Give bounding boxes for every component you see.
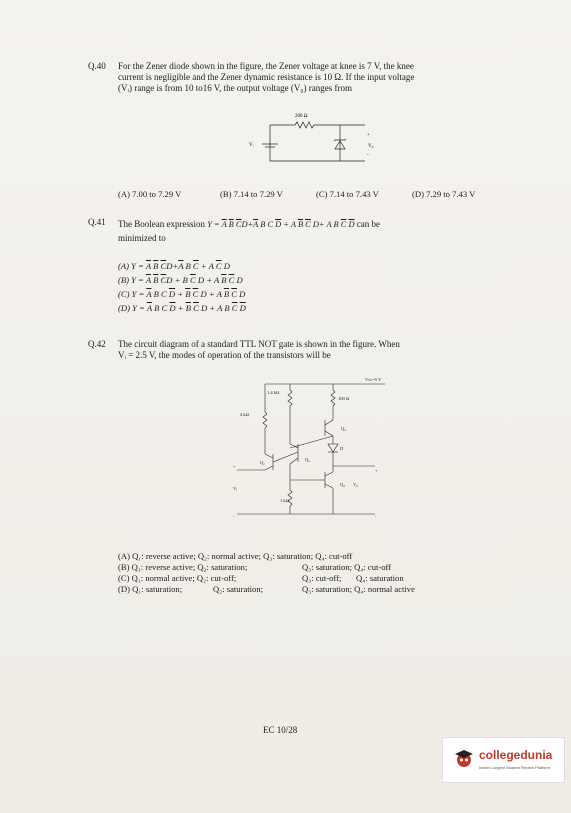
zener-circuit-diagram: [240, 108, 390, 168]
r1-label: 1.4 kΩ: [267, 390, 280, 395]
q42-line-1: The circuit diagram of a standard TTL NOT gate is shown in the figure. When: [118, 339, 400, 349]
resistor-1k4: [288, 390, 292, 406]
ttl-not-gate-diagram: [225, 372, 395, 542]
vcc-label: Vcc=5 V: [365, 377, 382, 382]
diode-d: [328, 444, 338, 452]
minus-sign: -: [367, 153, 369, 158]
option-c[interactable]: [118, 573, 404, 583]
r4-label: 1 kΩ: [280, 498, 289, 503]
option-b-part: Q₃: saturation; Q₄: cut-off: [302, 562, 392, 572]
question-number: Q.40: [88, 61, 106, 71]
vi-label: Vᵢ: [233, 486, 237, 491]
option-c[interactable]: (C) $Y = \overline{A}$ B C $\overline{D} + \overline{B}$ $\overline{C}$ D + A $\overline{B}$ $\overline{C}$ D: [118, 289, 246, 299]
q41-intro: The Boolean expression: [118, 219, 205, 229]
option-d-part: Q₂: saturation;: [213, 584, 264, 594]
question-text: [118, 61, 498, 94]
graduate-icon: [453, 747, 475, 769]
option-a[interactable]: (A) 7.00 to 7.29 V: [118, 189, 182, 199]
q41-line-2: minimized to: [118, 233, 166, 243]
resistor-4k: [263, 412, 267, 428]
question-text: [118, 339, 503, 361]
vi-label: Vᵢ: [249, 143, 254, 148]
vo-label: V₀: [353, 482, 358, 487]
option-b-part: (B) Q₁: reverse active; Q₂: saturation;: [118, 562, 248, 572]
option-c-part: Q₃: cut-off;: [302, 573, 342, 583]
option-d-part: Q₃: saturation; Q₄: normal active: [302, 584, 415, 594]
brand-tagline: India's Largest Student Review Platform: [479, 765, 551, 770]
option-b[interactable]: (B) $Y = \overline{A}$ $\overline{B}$ $\overline{C}D + B$ $\overline{C}$ D + A $\overline{B}$ $\overline{C}$ D: [118, 275, 243, 285]
option-a[interactable]: (A) $Y = \overline{A}$ $\overline{B}$ $\overline{C}D+\overline{A}$ B $\overline{C} + A$ $\overline{C}$ D: [118, 261, 230, 271]
plus-sign: +: [375, 468, 378, 473]
q1-label: Q₁: [260, 460, 265, 465]
option-b[interactable]: (B) 7.14 to 7.29 V: [220, 189, 283, 199]
q3-label: Q₃: [340, 482, 345, 487]
option-d[interactable]: (D) 7.29 to 7.43 V: [412, 189, 476, 199]
vo-label: V₀: [368, 144, 374, 149]
option-c[interactable]: (C) 7.14 to 7.43 V: [316, 189, 379, 199]
q42-line-2: Vᵢ = 2.5 V, the modes of operation of the transistors will be: [118, 350, 331, 360]
plus-sign: +: [367, 133, 370, 138]
option-d-part: (D) Q₁: saturation;: [118, 584, 183, 594]
question-number: Q.41: [88, 217, 106, 227]
option-c-part: (C) Q₁: normal active; Q₂: cut-off;: [118, 573, 237, 583]
plus-sign: +: [233, 464, 236, 469]
minus-sign: -: [375, 514, 377, 519]
r2-label: 100 Ω: [338, 396, 350, 401]
r3-label: 4 kΩ: [240, 412, 249, 417]
q41-suffix: can be: [356, 219, 380, 229]
page-footer: EC 10/28: [263, 725, 298, 735]
q40-line-1: For the Zener diode shown in the figure, the Zener voltage at knee is 7 V, the knee: [118, 61, 414, 71]
option-d[interactable]: (D) $Y = \overline{A}$ B C $\overline{D} + \overline{B}$ $\overline{C}$ D + A B $\overline{C}$ $\overline{D}$: [118, 303, 246, 313]
boolean-expression: $Y = \overline{A}$ $\overline{B}$ $\overline{C}D+\overline{A}$ B C $\overline{D} + A$ $\overline{B}$ $\overline{C}$ D+ A B $\overline{C}$ $\overline{D}$: [207, 220, 355, 229]
question-number: Q.42: [88, 339, 106, 349]
resistor-symbol: [295, 122, 314, 128]
minus-sign: -: [233, 514, 235, 519]
option-a[interactable]: (A) Q₁: reverse active; Q₂: normal active; Q₃: saturation; Q₄: cut-off: [118, 551, 353, 561]
q40-line-3: (Vᵢ) range is from 10 to16 V, the output voltage (V₀) ranges from: [118, 83, 352, 93]
q4-label: Q₄: [341, 426, 346, 431]
collegedunia-logo[interactable]: [442, 737, 565, 783]
resistor-label: 200 Ω: [295, 114, 308, 119]
option-b[interactable]: [118, 562, 392, 572]
question-text: [118, 219, 380, 230]
option-c-part: Q₄: saturation: [356, 573, 404, 583]
brand-name: collegedunia: [479, 748, 553, 762]
d-label: D: [340, 446, 344, 451]
q40-line-2: current is negligible and the Zener dynamic resistance is 10 Ω. If the input voltage: [118, 72, 415, 82]
resistor-100: [331, 390, 335, 406]
q2-label: Q₂: [305, 457, 310, 462]
option-d[interactable]: [118, 584, 415, 594]
